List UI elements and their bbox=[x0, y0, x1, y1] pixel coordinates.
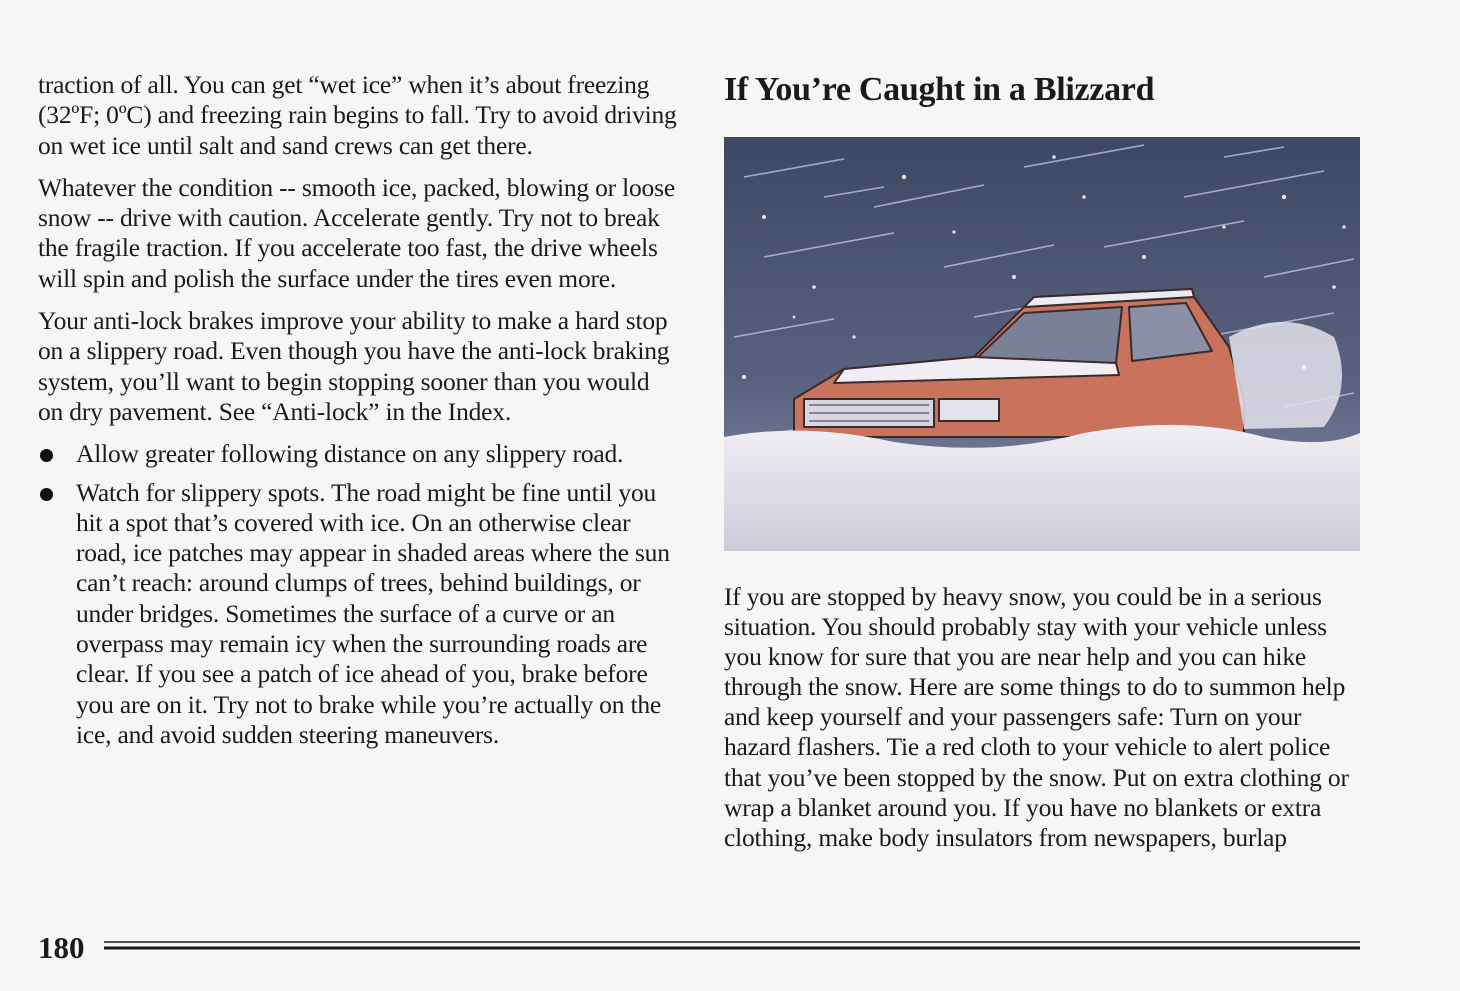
snowdrift bbox=[724, 425, 1360, 551]
bullet-item bbox=[38, 478, 678, 751]
bullet-list bbox=[38, 439, 678, 750]
bullet-item bbox=[38, 439, 678, 469]
paragraph: traction of all. You can get “wet ice” when it’s about freezing (32ºF; 0ºC) and freezing rain begins to fall. Try to avoid driving on wet ice until salt and sand crews can get there. bbox=[38, 70, 677, 160]
blizzard-car-illustration bbox=[724, 137, 1360, 551]
page-footer bbox=[38, 928, 1360, 968]
page-number: 180 bbox=[38, 930, 85, 965]
bullet-icon bbox=[40, 488, 53, 501]
snowbound-car-image bbox=[724, 137, 1360, 551]
snow-spray bbox=[1229, 322, 1342, 429]
blizzard-advice-text: If you are stopped by heavy snow, you could be in a serious situation. You should probably stay with your vehicle unless you know for sure that you are near help and you can hike through the snow. Here are some things to do to summon help and keep yourself and your passengers safe: Turn on your hazard flashers. Tie a red cloth to your vehicle to alert police that you’ve been stopped by the snow. Put on extra clothing or wrap a blanket around you. If you have no blankets or extra clothing, make body insulators from newspapers, burlap bbox=[724, 582, 1349, 852]
bullet-icon bbox=[40, 449, 53, 462]
bullet-text: Watch for slippery spots. The road might be fine until you hit a spot that’s covered with ice. On an otherwise clear road, ice patches may appear in shaded areas where the sun can’t reach: around clumps of trees, behind buildings, or under bridges. Sometimes the surface of a curve or an overpass may remain icy when the surrounding roads are clear. If you see a patch of ice ahead of you, brake before you are on it. Try not to brake while you’re actually on the ice, and avoid sudden steering maneuvers. bbox=[76, 477, 670, 749]
paragraph: Your anti-lock brakes improve your ability to make a hard stop on a slippery road. Even though you have the anti-lock braking system, you’ll want to begin stopping sooner than you would on dry pavement. See “Anti-lock” in the Index. bbox=[38, 306, 670, 426]
paragraph: Whatever the condition -- smooth ice, packed, blowing or loose snow -- drive with caution. Accelerate gently. Try not to break the fragile traction. If you accelerate too fast, the drive wheels will spin and polish the surface under the tires even more. bbox=[38, 172, 675, 293]
bullet-text: Allow greater following distance on any slippery road. bbox=[76, 439, 624, 469]
left-column bbox=[38, 70, 678, 758]
footer-rule bbox=[104, 940, 1360, 952]
section-heading: If You’re Caught in a Blizzard bbox=[724, 71, 1155, 108]
right-column bbox=[724, 70, 1364, 852]
